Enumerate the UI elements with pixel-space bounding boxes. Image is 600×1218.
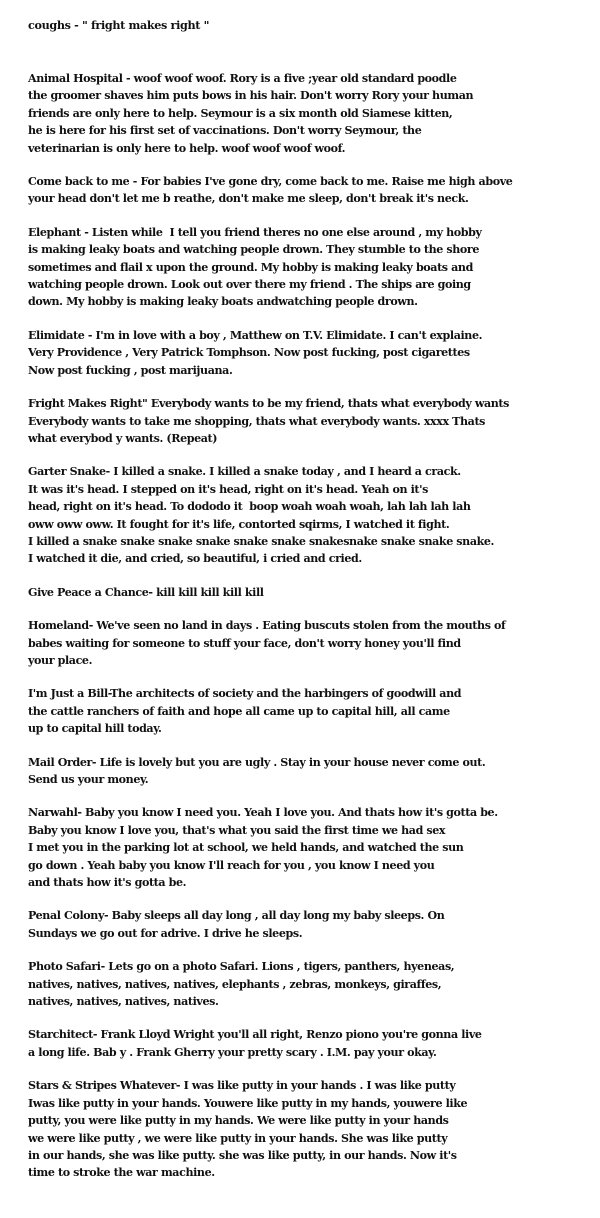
song-entry (28, 617, 594, 669)
text-line: Photo Safari- Lets go on a photo Safari. Lions , tigers, panthers, hyeneas, (28, 960, 455, 974)
text-line: Send us your money. (28, 773, 149, 786)
song-entry (28, 395, 594, 447)
text-line: Come back to me - For babies I've gone dry, come back to me. Raise me high above (28, 175, 513, 189)
song-entry (28, 173, 594, 208)
song-entry (28, 584, 594, 601)
text-line: and thats how it's gotta be. (28, 876, 187, 890)
text-line: Now post fucking , post marijuana. (28, 363, 233, 377)
text-line: Garter Snake- I killed a snake. I killed a snake today , and I heard a crack. (28, 465, 461, 479)
text-line: the groomer shaves him puts bows in his hair. Don't worry Rory your human (28, 89, 474, 103)
text-line: natives, natives, natives, natives, elephants , zebras, monkeys, giraffes, (28, 977, 442, 991)
text-line: Stars & Stripes Whatever- I was like putty in your hands . I was like putty (28, 1079, 456, 1093)
text-line: oww oww oww. It fought for it's life, contorted sqirms, I watched it fight. (28, 517, 450, 531)
text-line: Penal Colony- Baby sleeps all day long , all day long my baby sleeps. On (28, 909, 445, 923)
text-line: sometimes and flail x upon the ground. My hobby is making leaky boats and (28, 260, 473, 274)
text-line: is making leaky boats and watching people drown. They stumble to the shore (28, 243, 480, 257)
text-line: Very Providence , Very Patrick Tomphson. Now post fucking, post cigarettes (28, 346, 470, 360)
text-line: friends are only here to help. Seymour is a six month old Siamese kitten, (28, 106, 453, 120)
text-line: Baby you know I love you, that's what you said the first time we had sex (28, 823, 446, 837)
text-line: Homeland- We've seen no land in days . Eating buscuts stolen from the mouths of (28, 619, 506, 633)
text-line: Give Peace a Chance- kill kill kill kill kill (28, 585, 264, 599)
text-line: go down . Yeah baby you know I'll reach for you , you know I need you (28, 858, 435, 872)
text-line: a long life. Bab y . Frank Gherry your pretty scary . I.M. pay your okay. (28, 1045, 437, 1059)
text-line: Elephant - Listen while I tell you friend theres no one else around , my hobby (28, 225, 482, 239)
text-line: we were like putty , we were like putty in your hands. She was like putty (28, 1131, 448, 1145)
text-line: It was it's head. I stepped on it's head, right on it's head. Yeah on it's (28, 482, 428, 496)
text-line: I watched it die, and cried, so beautiful, i cried and cried. (28, 552, 362, 566)
text-line: Fright Makes Right" Everybody wants to be my friend, thats what everybody wants (28, 397, 509, 411)
page-title: coughs - " fright makes right " (28, 18, 210, 32)
text-line: up to capital hill today. (28, 722, 162, 736)
song-entry (28, 907, 594, 942)
text-line: head, right on it's head. To dododo it boop woah woah woah, lah lah lah lah (28, 500, 471, 514)
text-line: babes waiting for someone to stuff your face, don't worry honey you'll find (28, 636, 461, 650)
text-line: Animal Hospital - woof woof woof. Rory is a five ;year old standard poodle (28, 72, 457, 85)
song-list (28, 70, 594, 1198)
text-line: Iwas like putty in your hands. Youwere like putty in my hands, youwere like (28, 1096, 468, 1110)
text-line: Mail Order- Life is lovely but you are ugly . Stay in your house never come out. (28, 755, 486, 769)
song-entry (28, 1077, 594, 1181)
song-entry (28, 70, 594, 157)
song-entry (28, 685, 594, 737)
text-line: down. My hobby is making leaky boats andwatching people drown. (28, 295, 418, 309)
text-line: Starchitect- Frank Lloyd Wright you'll all right, Renzo piono you're gonna live (28, 1028, 482, 1042)
song-entry (28, 327, 594, 379)
text-line: time to stroke the war machine. (28, 1166, 215, 1180)
song-entry (28, 754, 594, 789)
text-line: what everybod y wants. (Repeat) (28, 431, 218, 445)
text-line: Narwahl- Baby you know I need you. Yeah I love you. And thats how it's gotta be. (28, 806, 498, 820)
text-line: Everybody wants to take me shopping, thats what everybody wants. xxxx Thats (28, 414, 486, 428)
song-entry (28, 958, 594, 1010)
song-entry (28, 224, 594, 311)
text-line: he is here for his first set of vaccinations. Don't worry Seymour, the (28, 124, 422, 138)
text-line: natives, natives, natives, natives. (28, 995, 219, 1009)
text-line: your place. (28, 653, 93, 667)
song-entry (28, 463, 594, 567)
song-entry (28, 1026, 594, 1061)
text-line: your head don't let me b reathe, don't make me sleep, don't break it's neck. (28, 192, 469, 206)
text-line: watching people drown. Look out over there my friend . The ships are going (28, 278, 471, 292)
text-line: the cattle ranchers of faith and hope all came up to capital hill, all came (28, 704, 450, 718)
text-line: veterinarian is only here to help. woof woof woof woof. (28, 141, 346, 155)
text-line: putty, you were like putty in my hands. We were like putty in your hands (28, 1114, 449, 1128)
song-entry (28, 804, 594, 891)
text-line: I met you in the parking lot at school, we held hands, and watched the sun (28, 841, 464, 855)
text-line: Elimidate - I'm in love with a boy , Matthew on T.V. Elimidate. I can't explaine. (28, 328, 483, 342)
text-line: I killed a snake snake snake snake snake snake snakesnake snake snake snake. (28, 534, 495, 548)
text-line: Sundays we go out for adrive. I drive he sleeps. (28, 926, 303, 940)
text-line: I'm Just a Bill-The architects of society and the harbingers of goodwill and (28, 687, 462, 701)
text-line: in our hands, she was like putty. she was like putty, in our hands. Now it's (28, 1148, 457, 1162)
